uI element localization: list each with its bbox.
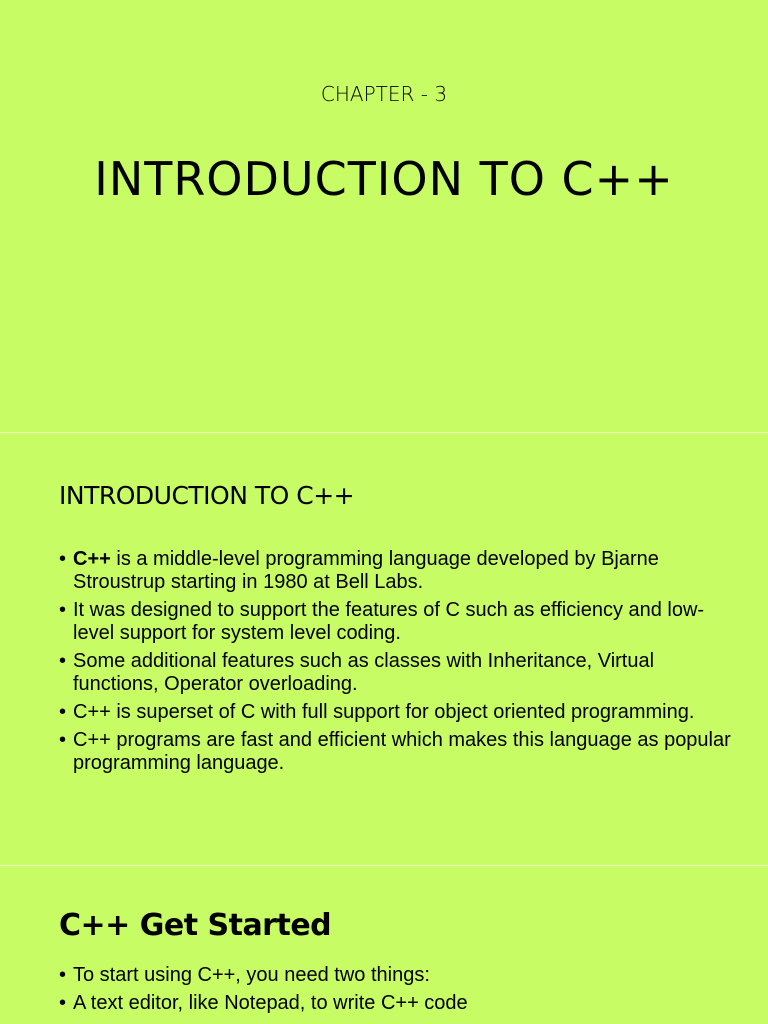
bullet-dot: • (59, 992, 67, 1014)
bullet-item (59, 729, 739, 775)
bullet-item (59, 650, 739, 696)
bullet-text: It was designed to support the features of C such as efficiency and low-level support for system level coding. (73, 599, 705, 644)
bullet-text: C++ is superset of C with full support for object oriented programming. (73, 701, 695, 723)
bullet-list (59, 548, 739, 780)
bullet-text: C++ programs are fast and efficient which makes this language as popular programming language. (73, 729, 731, 774)
bullet-dot: • (59, 548, 67, 570)
bullet-text: is a middle-level programming language developed by Bjarne Stroustrup starting in 1980 at Bell Labs. (73, 548, 659, 593)
slide-heading: INTRODUCTION TO C++ (59, 481, 355, 510)
bullet-item (59, 992, 739, 1015)
intro-slide (0, 433, 768, 865)
slide-title: INTRODUCTION TO C++ (94, 152, 674, 206)
bullet-dot: • (59, 650, 67, 672)
slide-heading: C++ Get Started (59, 908, 332, 943)
get-started-slide (0, 866, 768, 1024)
bullet-item (59, 701, 739, 724)
title-slide (0, 0, 768, 432)
bullet-dot: • (59, 701, 67, 723)
bullet-item (59, 964, 739, 987)
bullet-text: Some additional features such as classes with Inheritance, Virtual functions, Operator overloading. (73, 650, 655, 695)
chapter-subtitle: CHAPTER - 3 (320, 82, 448, 106)
bullet-text: To start using C++, you need two things: (73, 964, 430, 986)
bullet-item (59, 599, 739, 645)
bullet-dot: • (59, 599, 67, 621)
bullet-dot: • (59, 729, 67, 751)
bullet-item (59, 548, 739, 594)
bullet-list (59, 964, 739, 1020)
bullet-bold-term: C++ (73, 548, 111, 570)
bullet-dot: • (59, 964, 67, 986)
bullet-text: A text editor, like Notepad, to write C++ code (73, 992, 468, 1014)
